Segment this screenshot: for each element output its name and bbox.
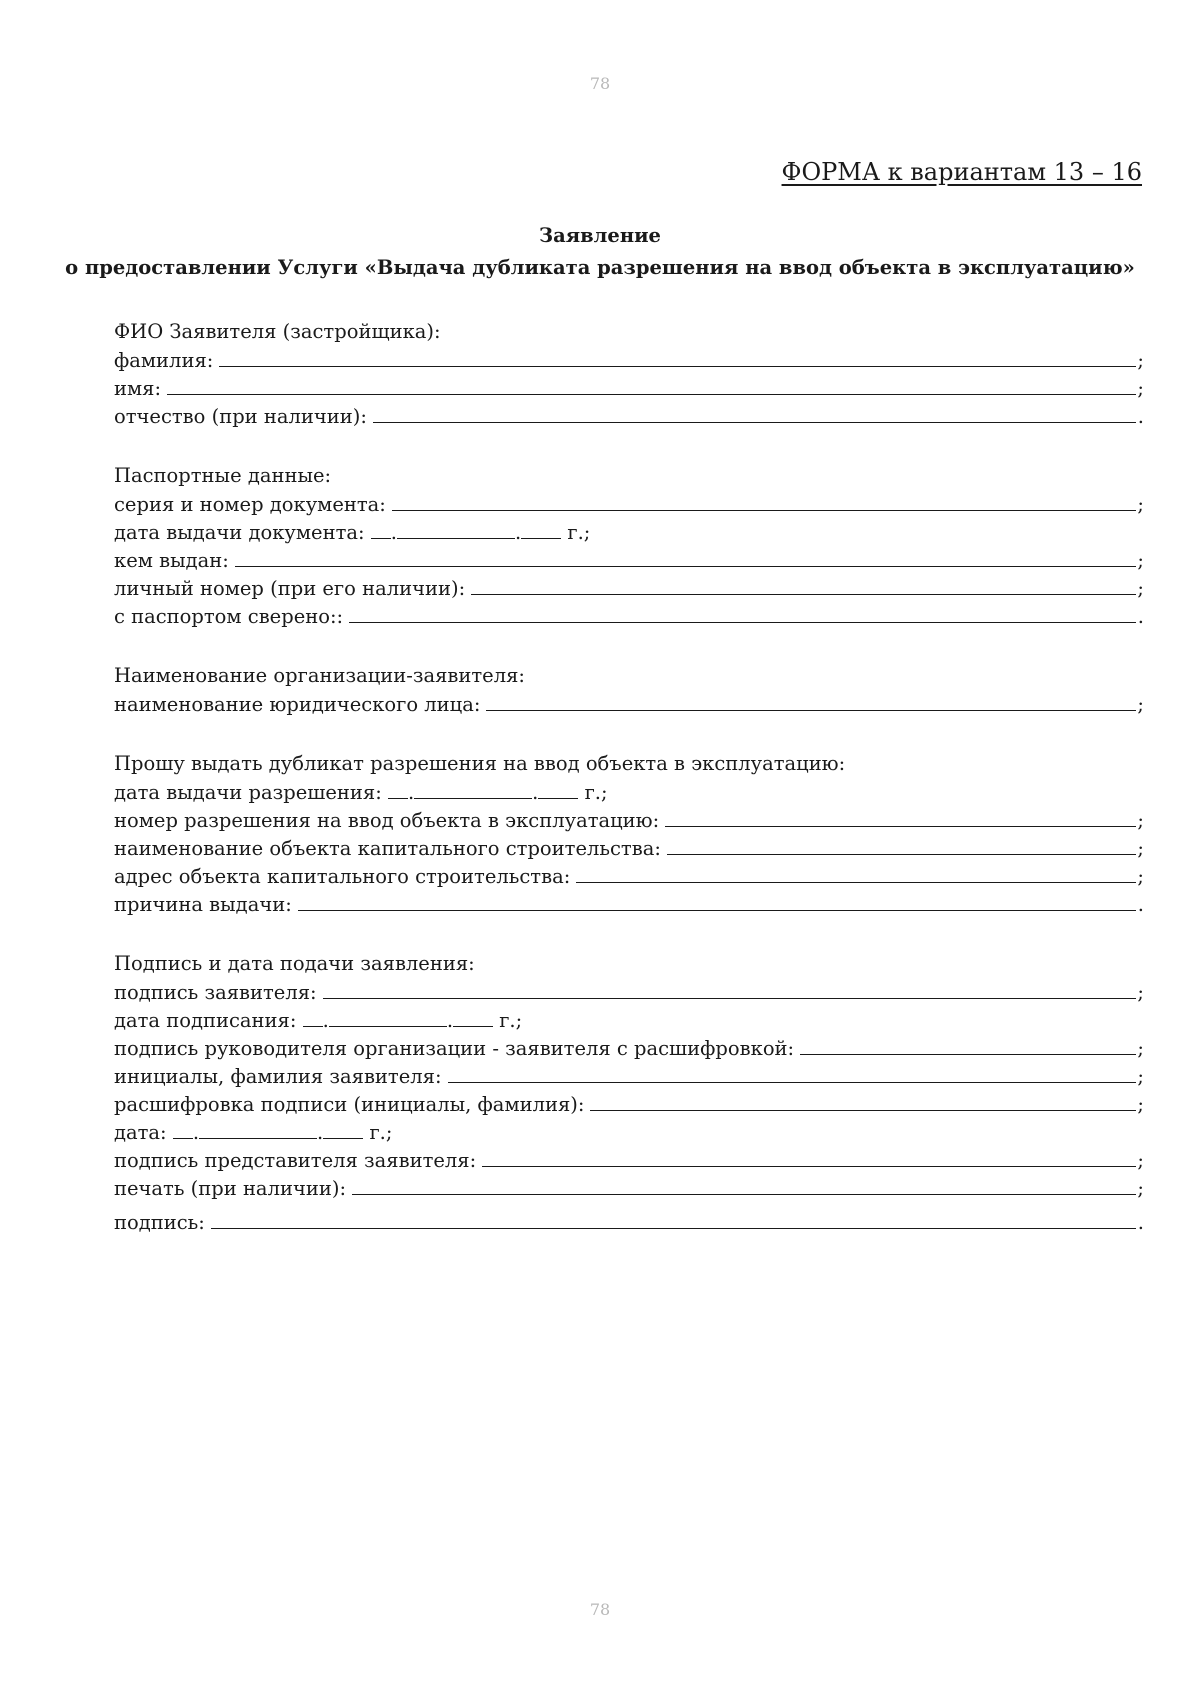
year-suffix: г.; [499,1009,523,1032]
permit-number-label: номер разрешения на ввод объекта в эксплуатацию: [114,809,660,832]
patronymic-label: отчество (при наличии): [114,405,367,428]
signature-field[interactable] [211,1208,1136,1229]
permit-date-label: дата выдачи разрешения: [114,781,382,804]
year-suffix: г.; [369,1121,393,1144]
series-number-row [114,490,1144,518]
decoding-row [114,1090,1144,1118]
personal-number-end: ; [1137,577,1144,600]
object-address-label: адрес объекта капитального строительства: [114,865,571,888]
surname-end: ; [1137,349,1144,372]
personal-number-row [114,574,1144,602]
object-address-row [114,862,1144,890]
verified-end: . [1137,605,1144,628]
name-label: имя: [114,377,162,400]
signing-date-year-field[interactable] [453,1006,493,1027]
personal-number-field[interactable] [471,574,1136,595]
object-name-row [114,834,1144,862]
page-number-bottom: 78 [589,1600,611,1619]
date-dot: . [322,1009,329,1032]
permit-date-year-field[interactable] [538,778,578,799]
series-number-end: ; [1137,493,1144,516]
decoding-field[interactable] [590,1090,1136,1111]
reason-row [114,890,1144,918]
passport-section-heading: Паспортные данные: [114,464,332,487]
seal-row [114,1174,1144,1202]
initials-end: ; [1137,1065,1144,1088]
head-signature-end: ; [1137,1037,1144,1060]
object-address-field[interactable] [576,862,1136,883]
decoding-end: ; [1137,1093,1144,1116]
issue-date-row [114,518,1144,546]
organization-section-heading: Наименование организации-заявителя: [114,664,525,687]
applicant-signature-label: подпись заявителя: [114,981,317,1004]
issued-by-row [114,546,1144,574]
object-address-end: ; [1137,865,1144,888]
representative-signature-field[interactable] [482,1146,1136,1167]
surname-field[interactable] [219,346,1136,367]
signature-section-heading: Подпись и дата подачи заявления: [114,952,475,975]
date-dot: . [317,1121,324,1144]
personal-number-label: личный номер (при его наличии): [114,577,466,600]
reason-end: . [1137,893,1144,916]
signing-date-day-field[interactable] [303,1006,323,1027]
date-label: дата: [114,1121,167,1144]
name-field[interactable] [167,374,1136,395]
name-row [114,374,1144,402]
applicant-signature-field[interactable] [323,978,1136,999]
issue-date-month-field[interactable] [397,518,515,539]
issued-by-field[interactable] [235,546,1136,567]
patronymic-end: . [1137,405,1144,428]
series-number-field[interactable] [392,490,1136,511]
verified-row [114,602,1144,630]
surname-row [114,346,1144,374]
patronymic-field[interactable] [373,402,1136,423]
signing-date-month-field[interactable] [329,1006,447,1027]
initials-label: инициалы, фамилия заявителя: [114,1065,442,1088]
permit-number-field[interactable] [665,806,1136,827]
seal-label: печать (при наличии): [114,1177,347,1200]
date-dot: . [192,1121,200,1144]
year-suffix: г.; [567,521,591,544]
decoding-label: расшифровка подписи (инициалы, фамилия): [114,1093,585,1116]
reason-field[interactable] [298,890,1136,911]
date-dot: . [390,521,397,544]
signature-label: подпись: [114,1211,205,1234]
form-variant-label: ФОРМА к вариантам 13 – 16 [781,158,1142,186]
seal-end: ; [1137,1177,1144,1200]
verified-field[interactable] [349,602,1136,623]
application-form [114,318,1144,1236]
date-dot: . [514,521,522,544]
date-day-field[interactable] [173,1118,193,1139]
document-title: Заявление [539,224,661,247]
object-name-end: ; [1137,837,1144,860]
date-year-field[interactable] [323,1118,363,1139]
applicant-signature-end: ; [1137,981,1144,1004]
representative-signature-row [114,1146,1144,1174]
legal-name-row [114,690,1144,718]
page-number-top: 78 [589,74,611,93]
date-row [114,1118,1144,1146]
surname-label: фамилия: [114,349,214,372]
year-suffix: г.; [584,781,608,804]
head-signature-row [114,1034,1144,1062]
permit-number-row [114,806,1144,834]
reason-label: причина выдачи: [114,893,292,916]
head-signature-field[interactable] [800,1034,1136,1055]
series-number-label: серия и номер документа: [114,493,386,516]
date-month-field[interactable] [199,1118,317,1139]
permit-number-end: ; [1137,809,1144,832]
date-dot: . [407,781,415,804]
initials-field[interactable] [448,1062,1136,1083]
document-subtitle: о предоставлении Услуги «Выдача дубликата разрешения на ввод объекта в эксплуатацию» [65,256,1135,279]
signature-row [114,1208,1144,1236]
signing-date-row [114,1006,1144,1034]
applicant-signature-row [114,978,1144,1006]
date-dot: . [446,1009,454,1032]
object-name-field[interactable] [667,834,1136,855]
initials-row [114,1062,1144,1090]
patronymic-row [114,402,1144,430]
name-end: ; [1137,377,1144,400]
permit-date-row [114,778,1144,806]
date-dot: . [532,781,539,804]
representative-signature-end: ; [1137,1149,1144,1172]
signature-end: . [1137,1211,1144,1234]
signing-date-label: дата подписания: [114,1009,297,1032]
legal-name-label: наименование юридического лица: [114,693,481,716]
issue-date-year-field[interactable] [521,518,561,539]
legal-name-field[interactable] [486,690,1136,711]
issued-by-end: ; [1137,549,1144,572]
representative-signature-label: подпись представителя заявителя: [114,1149,477,1172]
applicant-section-heading: ФИО Заявителя (застройщика): [114,320,441,343]
issued-by-label: кем выдан: [114,549,229,572]
head-signature-label: подпись руководителя организации - заявителя с расшифровкой: [114,1037,795,1060]
object-name-label: наименование объекта капитального строительства: [114,837,661,860]
issue-date-label: дата выдачи документа: [114,521,365,544]
verified-label: с паспортом сверено:: [114,605,344,628]
issue-date-day-field[interactable] [371,518,391,539]
permit-date-month-field[interactable] [414,778,532,799]
seal-field[interactable] [352,1174,1136,1195]
legal-name-end: ; [1137,693,1144,716]
request-section-heading: Прошу выдать дубликат разрешения на ввод объекта в эксплуатацию: [114,752,846,775]
permit-date-day-field[interactable] [388,778,408,799]
